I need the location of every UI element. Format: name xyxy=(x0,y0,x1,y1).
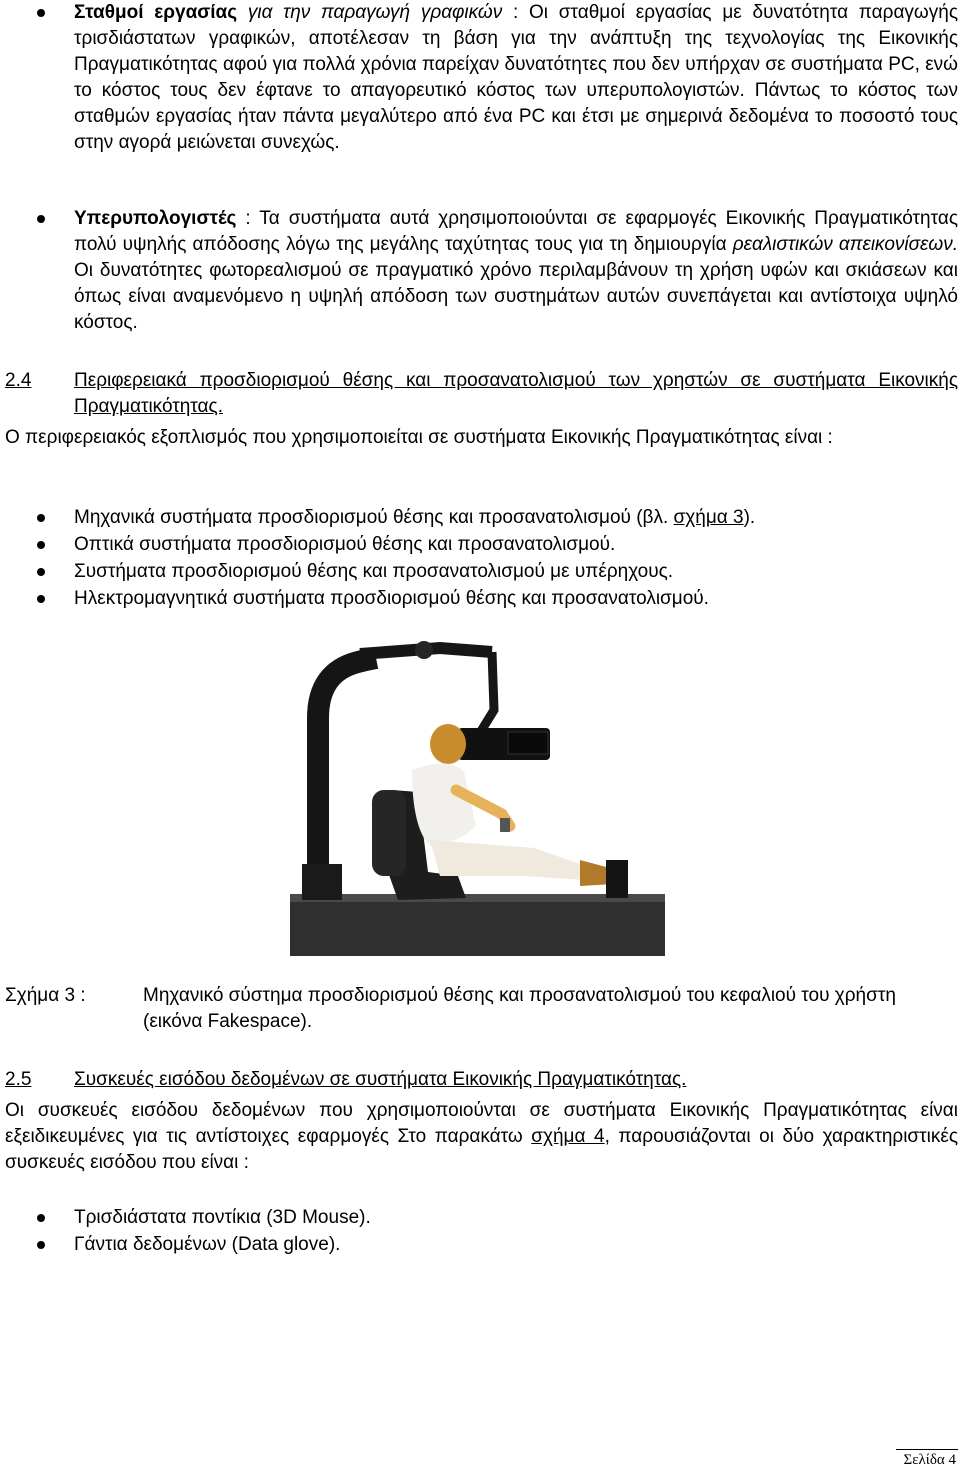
bullet-dot xyxy=(37,1214,45,1222)
bullet-supercomputers xyxy=(0,206,958,336)
supercomputers-desc-italic: ρεαλιστικών απεικονίσεων. xyxy=(732,234,958,255)
list-item xyxy=(0,1205,958,1231)
workstations-desc: : Οι σταθμοί εργασίας με δυνατότητα παραγωγής τρισδιάστατων γραφικών, αποτέλεσαν τη βάση για την ανάπτυξη της τεχνολογίας της Εικονικής Πραγματικότητας αφού για πολλά χρόνια παρείχαν δυνατότητες που δεν υπήρχαν σε συστήματα PC, ενώ το κόστος τους δεν έφτανε το απαγορευτικό κόστος των υπερυπολογιστών. Πάντως το κόστος των σταθμών εργασίας ήταν πάντα μεγαλύτερο από ένα PC και έτσι με σημερινά δεδομένα το ποσοστό τους στην αγορά μειώνεται συνεχώς. xyxy=(74,2,958,153)
list-item-text: Γάντια δεδομένων (Data glove). xyxy=(74,1234,341,1255)
bullet-dot xyxy=(37,595,45,603)
bullet-dot xyxy=(37,1241,45,1249)
bullet-dot xyxy=(37,9,45,17)
bullet-supercomputers-text xyxy=(74,206,958,336)
section-number: 2.5 xyxy=(5,1069,32,1090)
supercomputers-desc-b: Οι δυνατότητες φωτορεαλισμού σε πραγματικό χρόνο περιλαμβάνουν τη χρήση υφών και σκιάσεων και όπως είναι αναμενόμενο η υψηλή απόδοση των συστημάτων αυτών συνεπάγεται και αντίστοιχα υψηλό κόστος. xyxy=(74,260,958,333)
platform-base xyxy=(290,898,665,956)
section-heading-2-5 xyxy=(5,1067,958,1093)
bullet-workstations-text xyxy=(74,0,958,156)
user-head xyxy=(430,724,466,764)
section-title: Περιφερειακά προσδιορισμού θέσης και προσανατολισμού των χρηστών σε συστήματα Εικονικής Πραγματικότητας. xyxy=(74,370,958,417)
intro-paragraph-2-4: Ο περιφερειακός εξοπλισμός που χρησιμοποιείται σε συστήματα Εικονικής Πραγματικότητας είναι : xyxy=(5,427,833,448)
section-number: 2.4 xyxy=(5,370,32,391)
bullet-dot xyxy=(37,215,45,223)
supercomputers-desc-a: : Τα συστήματα αυτά χρησιμοποιούνται σε εφαρμογές Εικονικής Πραγματικότητας πολύ υψηλής απόδοσης λόγω της μεγάλης ταχύτητας τους για τη δημιουργία xyxy=(74,208,958,255)
list-item-text: Μηχανικά συστήματα προσδιορισμού θέσης και προσανατολισμού (βλ. xyxy=(74,507,674,528)
term-workstations-suffix: για την παραγωγή γραφικών xyxy=(237,2,503,23)
section-heading-2-4 xyxy=(5,368,958,420)
figure-3-link[interactable]: σχήμα 3 xyxy=(673,507,744,528)
figure-caption xyxy=(5,983,958,1035)
bullet-dot xyxy=(37,514,45,522)
intro-paragraph-2-5 xyxy=(5,1098,958,1176)
list-item xyxy=(0,586,958,612)
term-supercomputers: Υπερυπολογιστές xyxy=(74,208,237,229)
list-item-text: Ηλεκτρομαγνητικά συστήματα προσδιορισμού θέσης και προσανατολισμού. xyxy=(74,588,709,609)
section-title: Συσκευές εισόδου δεδομένων σε συστήματα Εικονικής Πραγματικότητας. xyxy=(74,1069,687,1090)
figure-label: Σχήμα 3 : xyxy=(5,985,86,1006)
footer-rule xyxy=(896,1449,958,1450)
list-item xyxy=(0,1232,958,1258)
page-number: Σελίδα 4 xyxy=(903,1452,956,1468)
term-workstations: Σταθμοί εργασίας xyxy=(74,2,238,23)
bullet-workstations xyxy=(0,0,958,156)
figure-4-link[interactable]: σχήμα 4 xyxy=(531,1126,605,1147)
list-item xyxy=(0,559,958,585)
bullet-dot xyxy=(37,541,45,549)
list-item xyxy=(0,505,958,531)
intro-text-end: , παρουσιάζονται οι δύο χαρακτηριστικές συσκευές εισόδου που είναι : xyxy=(5,1126,958,1173)
user-legs xyxy=(430,840,584,880)
list-item xyxy=(0,532,958,558)
figure-caption-text: Μηχανικό σύστημα προσδιορισμού θέσης και προσανατολισμού του κεφαλιού του χρήστη (εικόνα Fakespace). xyxy=(143,985,896,1032)
fakespace-boom-figure xyxy=(280,640,670,958)
intro-text: Οι συσκευές εισόδου δεδομένων που χρησιμοποιούνται σε συστήματα Εικονικής Πραγματικότητας είναι εξειδικευμένες για τις αντίστοιχες εφαρμογές Στο παρακάτω xyxy=(5,1100,958,1147)
list-item-text-end: ). xyxy=(743,507,756,528)
list-item-text: Συστήματα προσδιορισμού θέσης και προσανατολισμού με υπέρηχους. xyxy=(74,561,674,582)
bullet-dot xyxy=(37,568,45,576)
list-item-text: Οπτικά συστήματα προσδιορισμού θέσης και προσανατολισμού. xyxy=(74,534,616,555)
boom-column xyxy=(318,658,376,898)
list-item-text: Τρισδιάστατα ποντίκια (3D Mouse). xyxy=(74,1207,371,1228)
